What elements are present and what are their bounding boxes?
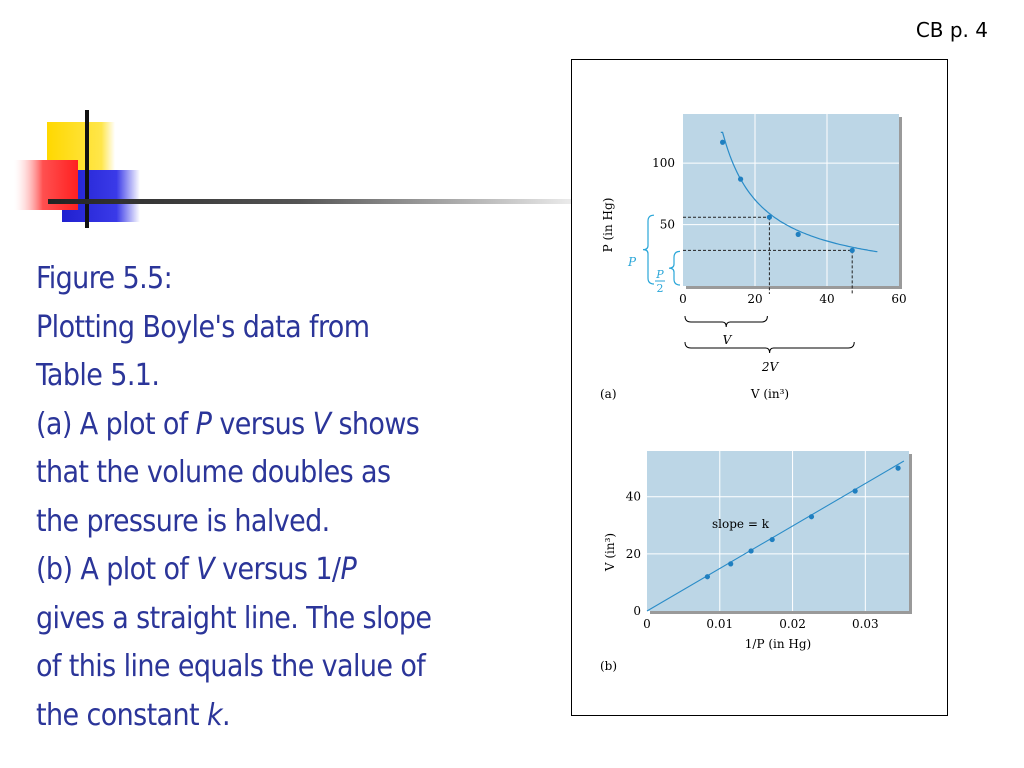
plot-a-xlabel: V (in³) [750, 387, 790, 401]
brace-p-label: P [628, 255, 637, 269]
plot-b-x-ticks [643, 617, 879, 631]
caption-line: the pressure is halved. [36, 503, 330, 539]
brace-p [643, 215, 654, 284]
x-tick-label: 0.02 [779, 617, 806, 631]
figure-caption [36, 255, 576, 740]
caption-line: (a) A plot of P versus V shows [36, 406, 420, 442]
caption-line: Table 5.1. [36, 358, 160, 393]
data-point [728, 561, 733, 566]
plot-a-background [683, 114, 899, 286]
caption-line: (b) A plot of V versus 1/P [36, 552, 357, 587]
caption-line: Figure 5.5: [36, 261, 173, 296]
brace-2v-label: 2V [761, 360, 779, 374]
x-tick-label: 40 [819, 292, 835, 306]
figure-frame [571, 59, 948, 716]
data-point [895, 466, 900, 471]
plot-b-ylabel: V (in³) [603, 532, 617, 572]
header-rule [48, 199, 608, 204]
x-tick-label: 20 [747, 292, 763, 306]
x-tick-label: 60 [891, 292, 907, 306]
brace-2v [685, 342, 854, 353]
data-point [796, 232, 801, 237]
panel-b [600, 451, 912, 673]
data-point [767, 215, 772, 220]
data-point [720, 140, 725, 145]
brace-p-half [669, 251, 680, 285]
y-tick-label: 100 [652, 156, 675, 171]
x-tick-label: 0.01 [706, 617, 734, 631]
page-reference: CB p. 4 [915, 18, 988, 42]
brace-v [685, 316, 767, 327]
plot-b-y-ticks [626, 490, 641, 618]
y-tick-label: 40 [625, 489, 641, 504]
y-tick-label: 20 [625, 546, 641, 561]
y-tick-label: 0 [633, 604, 641, 618]
plot-a-x-ticks [679, 292, 906, 306]
caption-line: of this line equals the value of [36, 649, 426, 684]
caption-line: that the volume doubles as [36, 455, 391, 490]
data-point [748, 548, 753, 553]
caption-line: the constant k. [36, 697, 230, 733]
plot-b-slope-annotation: slope = k [712, 517, 769, 531]
data-point [705, 574, 710, 579]
plot-a-ylabel: P (in Hg) [601, 197, 615, 253]
brace-p-half-num: P [656, 268, 664, 281]
x-tick-label: 0 [643, 617, 651, 631]
brace-v-label: V [722, 333, 732, 347]
y-tick-label: 50 [659, 217, 675, 232]
logo-vertical-bar [85, 110, 89, 228]
plot-b-background [647, 451, 909, 611]
plot-b-panel-label: (b) [600, 659, 618, 673]
panel-a [600, 114, 907, 401]
data-point [850, 248, 855, 253]
caption-line: Plotting Boyle's data from [36, 309, 370, 345]
caption-line: gives a straight line. The slope [36, 600, 432, 636]
x-tick-label: 0.03 [851, 617, 879, 631]
data-point [809, 514, 814, 519]
plot-a-panel-label: (a) [600, 387, 617, 401]
plot-b-xlabel: 1/P (in Hg) [744, 637, 812, 651]
data-point [738, 177, 743, 182]
data-point [853, 488, 858, 493]
plot-a-y-ticks [652, 156, 675, 231]
data-point [770, 537, 775, 542]
x-tick-label: 0 [679, 292, 687, 306]
figure-svg [572, 60, 949, 717]
brace-p-half-den: 2 [656, 282, 664, 295]
